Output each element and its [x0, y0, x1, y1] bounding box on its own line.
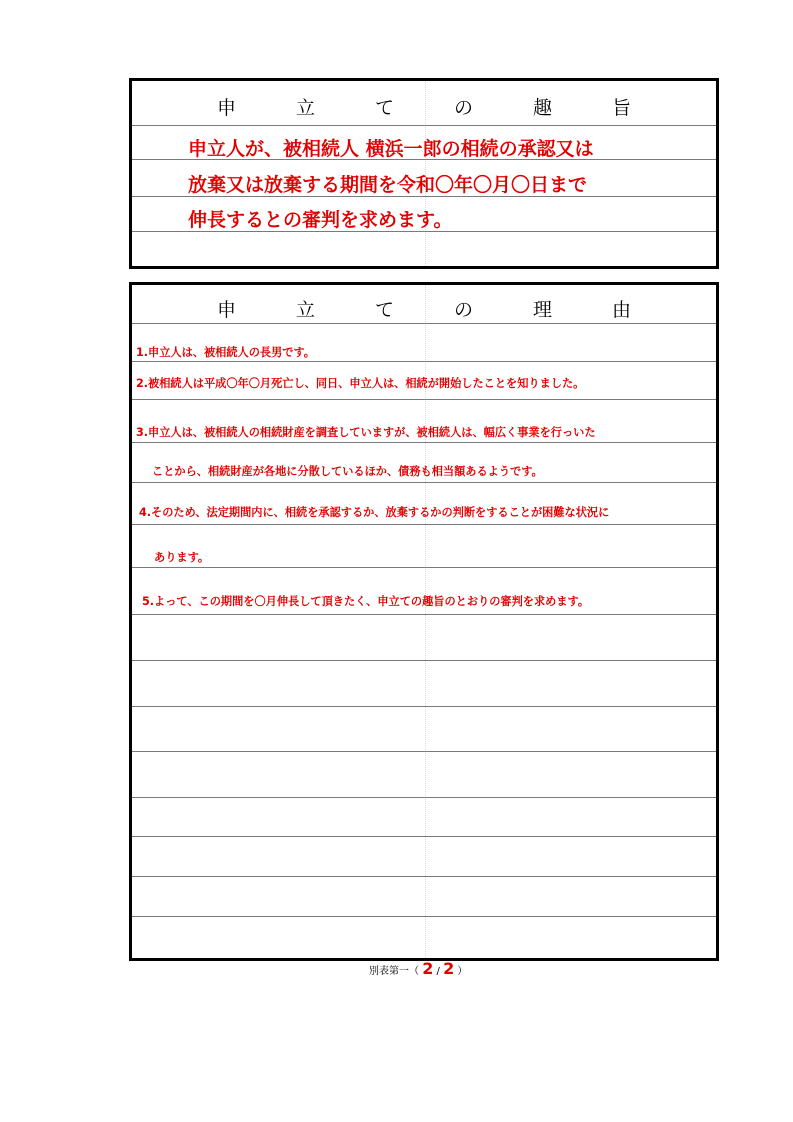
- header-char: 申: [216, 97, 236, 119]
- ruled-line: [132, 524, 716, 568]
- reason-line-3: 3.申立人は、被相続人の相続財産を調査していますが、被相続人は、幅広く事業を行っいた: [136, 426, 596, 439]
- purpose-section: [129, 78, 719, 269]
- purpose-line-1: 申立人が、被相続人 横浜一郎の相続の承認又は: [188, 138, 594, 160]
- reason-line-6: あります。: [154, 551, 210, 564]
- ruled-line: [132, 797, 716, 837]
- reason-line-2: 2.被相続人は平成〇年〇月死亡し、同日、申立人は、相続が開始したことを知りました。: [136, 377, 585, 390]
- ruled-line: [132, 614, 716, 661]
- header-row: [132, 285, 716, 324]
- header-char: 趣: [533, 97, 553, 119]
- header-char: 立: [295, 97, 315, 119]
- header-row: [132, 81, 716, 126]
- reason-line-7: 5.よって、この期間を〇月伸長して頂きたく、申立ての趣旨のとおりの審判を求めます。: [142, 595, 590, 608]
- footer-close: ）: [457, 966, 468, 977]
- footer-page-total: 2: [443, 959, 455, 978]
- header-char: の: [454, 299, 474, 321]
- reason-line-5: 4.そのため、法定期間内に、相続を承認するか、放棄するかの判断をすることが困難な状況に: [139, 506, 610, 519]
- header-char: の: [454, 97, 474, 119]
- header-char: 申: [216, 299, 236, 321]
- page-footer: [369, 959, 467, 978]
- reasons-section: [129, 282, 719, 961]
- ruled-line: [132, 660, 716, 707]
- footer-label: 別表第一（: [369, 966, 419, 977]
- header-char: 立: [295, 299, 315, 321]
- footer-separator: /: [436, 966, 440, 977]
- reason-line-1: 1.申立人は、被相続人の長男です。: [136, 346, 315, 359]
- header-char: 旨: [612, 97, 632, 119]
- ruled-line: [132, 876, 716, 917]
- reason-line-4: ことから、相続財産が各地に分散しているほか、債務も相当額あるようです。: [152, 465, 543, 478]
- header-char: 由: [612, 299, 632, 321]
- purpose-line-2: 放棄又は放棄する期間を令和〇年〇月〇日まで: [188, 174, 588, 196]
- header-char: 理: [533, 299, 553, 321]
- footer-page-number: 2: [422, 959, 434, 978]
- ruled-line: [132, 751, 716, 798]
- header-char: て: [374, 299, 394, 321]
- header-char: て: [374, 97, 394, 119]
- ruled-line: [132, 706, 716, 752]
- purpose-line-3: 伸長するとの審判を求めます。: [188, 209, 453, 231]
- ruled-line: [132, 836, 716, 877]
